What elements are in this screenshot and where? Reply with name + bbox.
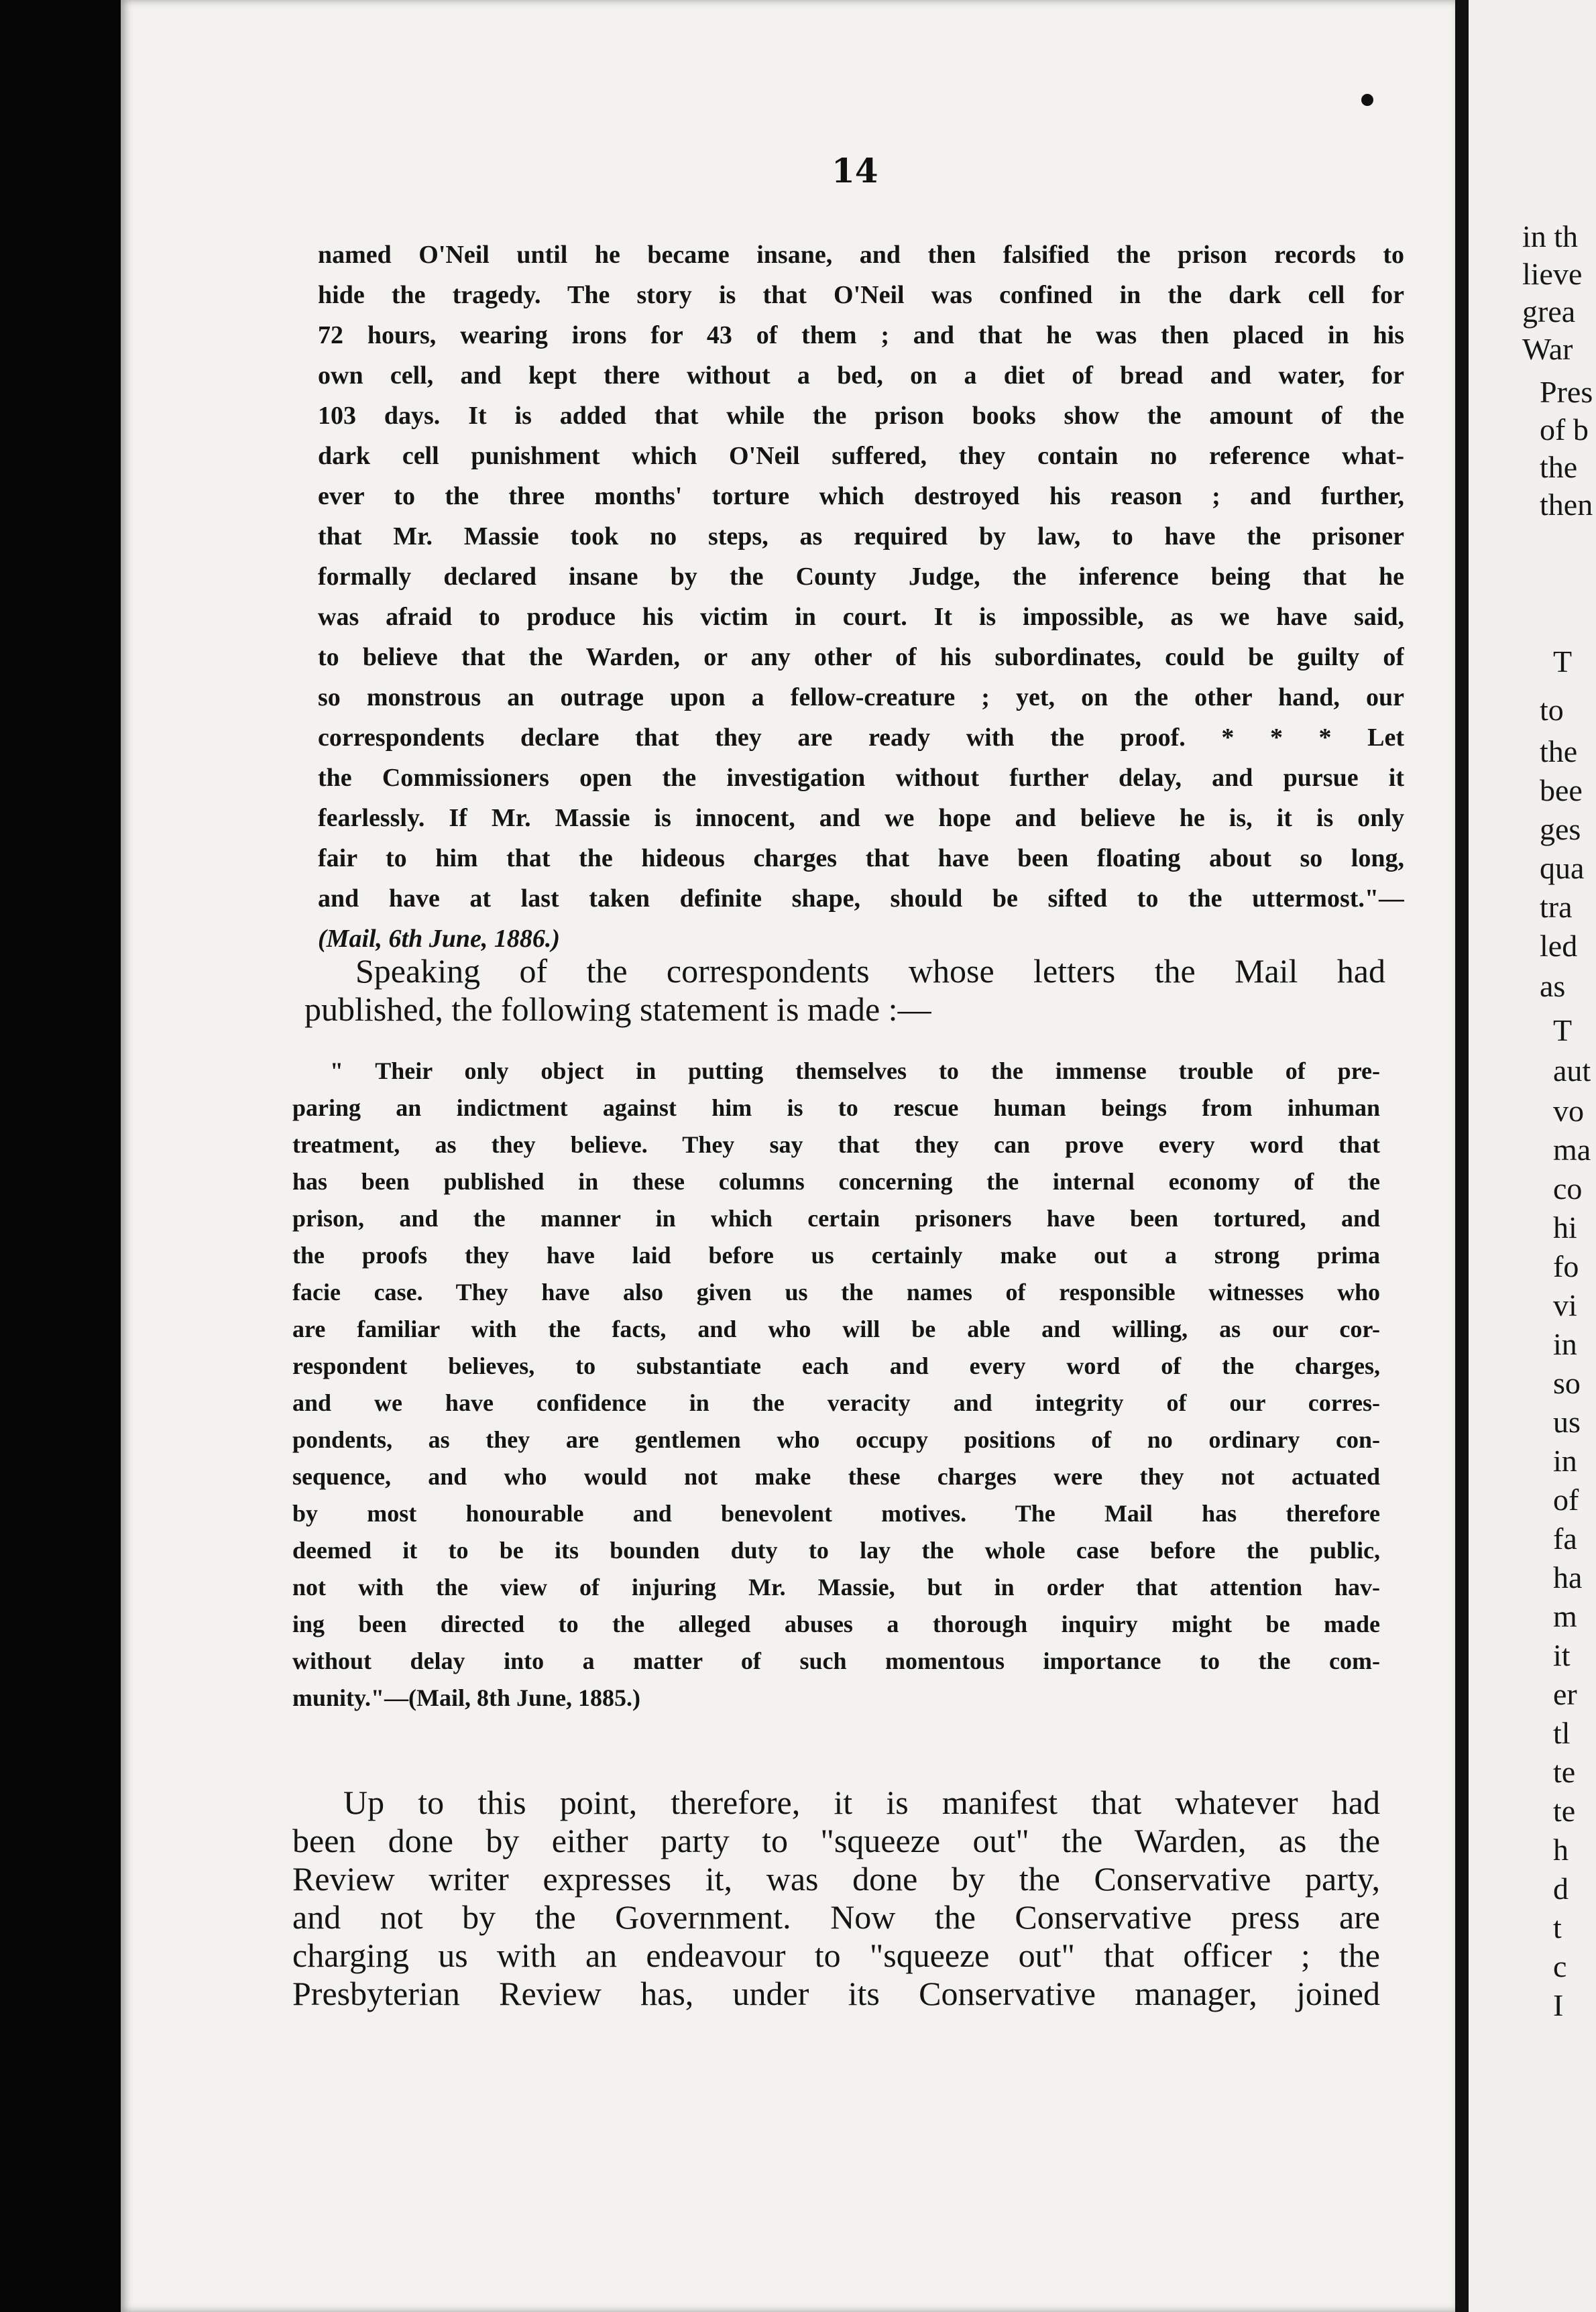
facing-page-fragment: in <box>1553 1327 1577 1361</box>
text-line: sequence, and who would not make these charges were they not actuated <box>292 1463 1380 1490</box>
facing-page-fragment: in <box>1553 1444 1577 1478</box>
text-line: Review writer expresses it, was done by the Conservative party, <box>292 1860 1380 1898</box>
facing-page-fragment: grea <box>1522 294 1576 329</box>
quoted-passage-mail-6th-june <box>318 235 1404 959</box>
facing-page-fragment: te <box>1553 1755 1576 1789</box>
text-line: 103 days. It is added that while the prison books show the amount of the <box>318 402 1404 430</box>
text-line: has been published in these columns concerning the internal economy of the <box>292 1168 1380 1195</box>
facing-page-fragment: it <box>1553 1638 1571 1672</box>
facing-page-fragment: us <box>1553 1405 1581 1439</box>
text-line: prison, and the manner in which certain prisoners have been tortured, and <box>292 1205 1380 1232</box>
book-gutter <box>1455 0 1469 2312</box>
facing-page-fragment: the <box>1540 734 1578 768</box>
text-line: 72 hours, wearing irons for 43 of them ; and that he was then placed in his <box>318 321 1404 349</box>
text-line: ing been directed to the alleged abuses a thorough inquiry might be made <box>292 1611 1380 1637</box>
text-line: respondent believes, to substantiate each and every word of the charges, <box>292 1352 1380 1379</box>
facing-page-fragment: te <box>1553 1794 1576 1828</box>
text-line: correspondents declare that they are ready with the proof. * * * Let <box>318 724 1404 752</box>
facing-page-fragment: vo <box>1553 1094 1584 1128</box>
text-line: not with the view of injuring Mr. Massie, but in order that attention hav- <box>292 1574 1380 1601</box>
text-line: so monstrous an outrage upon a fellow-creature ; yet, on the other hand, our <box>318 683 1404 711</box>
facing-page-fragment: of <box>1553 1483 1579 1517</box>
text-line: that Mr. Massie took no steps, as required by law, to have the prisoner <box>318 522 1404 551</box>
ink-dot <box>1361 94 1373 106</box>
text-line: Up to this point, therefore, it is manifest that whatever had <box>343 1784 1380 1821</box>
text-line: charging us with an endeavour to "squeeze out" that officer ; the <box>292 1937 1380 1974</box>
facing-page-fragment: fo <box>1553 1249 1579 1283</box>
text-line: to believe that the Warden, or any other of his subordinates, could be guilty of <box>318 643 1404 671</box>
facing-page-fragment: War <box>1522 332 1573 366</box>
text-line: been done by either party to "squeeze out" the Warden, as the <box>292 1822 1380 1859</box>
facing-page-fragment: h <box>1553 1833 1569 1867</box>
text-line: ever to the three months' torture which destroyed his reason ; and further, <box>318 482 1404 510</box>
text-line: the Commissioners open the investigation without further delay, and pursue it <box>318 764 1404 792</box>
text-line: Speaking of the correspondents whose letters the Mail had <box>355 952 1385 990</box>
facing-page-fragment: aut <box>1553 1053 1591 1088</box>
text-line: " Their only object in putting themselves to the immense trouble of pre- <box>330 1057 1380 1084</box>
facing-page-fragment: hi <box>1553 1210 1577 1245</box>
facing-page-fragment: ma <box>1553 1133 1591 1167</box>
scan-left-border <box>0 0 121 2312</box>
body-paragraph-up-to-this-point <box>292 1784 1380 2013</box>
facing-page-fragment: qua <box>1540 851 1585 885</box>
facing-page-fragment: as <box>1540 969 1566 1003</box>
text-line: was afraid to produce his victim in court. It is impossible, as we have said, <box>318 603 1404 631</box>
text-line: fair to him that the hideous charges that have been floating about so long, <box>318 844 1404 872</box>
facing-page-fragment: ha <box>1553 1560 1583 1595</box>
facing-page-fragment: bee <box>1540 773 1583 807</box>
facing-page-fragment: in th <box>1522 219 1579 253</box>
text-line: Presbyterian Review has, under its Conservative manager, joined <box>292 1975 1380 2012</box>
facing-page-fragment: then <box>1540 487 1593 522</box>
text-line: without delay into a matter of such momentous importance to the com- <box>292 1648 1380 1674</box>
text-line: named O'Neil until he became insane, and then falsified the prison records to <box>318 241 1404 269</box>
text-line: formally declared insane by the County Judge, the inference being that he <box>318 563 1404 591</box>
text-line: and have at last taken definite shape, should be sifted to the uttermost."— <box>318 884 1404 913</box>
facing-page-fragment: lieve <box>1522 257 1583 291</box>
citation-line: (Mail, 6th June, 1886.) <box>318 925 561 953</box>
facing-page-fragment: of b <box>1540 412 1589 447</box>
text-line: published, the following statement is made :— <box>304 990 931 1028</box>
facing-page-fragment: co <box>1553 1171 1583 1206</box>
facing-page-fragment: d <box>1553 1871 1569 1906</box>
text-line: facie case. They have also given us the names of responsible witnesses who <box>292 1279 1380 1306</box>
text-line: are familiar with the facts, and who will be able and willing, as our cor- <box>292 1316 1380 1342</box>
text-line: pondents, as they are gentlemen who occupy positions of no ordinary con- <box>292 1426 1380 1453</box>
facing-page-fragment: ges <box>1540 812 1581 846</box>
facing-page-fragment: T <box>1553 1013 1573 1047</box>
facing-page-fragment: m <box>1553 1599 1577 1633</box>
citation-line: munity."—(Mail, 8th June, 1885.) <box>292 1684 641 1711</box>
facing-page-fragment: T <box>1553 644 1573 679</box>
text-line: by most honourable and benevolent motives. The Mail has therefore <box>292 1500 1380 1527</box>
text-line: hide the tragedy. The story is that O'Neil was confined in the dark cell for <box>318 281 1404 309</box>
body-paragraph-speaking <box>304 952 1385 1029</box>
text-line: treatment, as they believe. They say that they can prove every word that <box>292 1131 1380 1158</box>
facing-page-fragment: the <box>1540 450 1578 484</box>
facing-page-fragment: fa <box>1553 1521 1577 1556</box>
facing-page-fragment: led <box>1540 929 1578 963</box>
facing-page-fragment: t <box>1553 1910 1562 1945</box>
text-line: fearlessly. If Mr. Massie is innocent, and we hope and believe he is, it is only <box>318 804 1404 832</box>
text-line: paring an indictment against him is to rescue human beings from inhuman <box>292 1094 1380 1121</box>
text-line: and not by the Government. Now the Conservative press are <box>292 1898 1380 1936</box>
quoted-passage-mail-8th-june <box>292 1053 1380 1717</box>
page-number: 14 <box>832 151 878 190</box>
facing-page-fragment: er <box>1553 1677 1577 1711</box>
facing-page-fragment: tl <box>1553 1716 1571 1750</box>
text-line: deemed it to be its bounden duty to lay the whole case before the public, <box>292 1537 1380 1564</box>
text-line: dark cell punishment which O'Neil suffered, they contain no reference what- <box>318 442 1404 470</box>
facing-page-fragment: so <box>1553 1366 1581 1400</box>
text-line: and we have confidence in the veracity and integrity of our corres- <box>292 1389 1380 1416</box>
text-line: the proofs they have laid before us certainly make out a strong prima <box>292 1242 1380 1269</box>
facing-page-fragment: c <box>1553 1949 1567 1983</box>
facing-page-fragment: Pres <box>1540 375 1593 409</box>
facing-page-fragment: to <box>1540 693 1564 727</box>
facing-page-fragment: vi <box>1553 1288 1577 1322</box>
text-line: own cell, and kept there without a bed, on a diet of bread and water, for <box>318 361 1404 390</box>
facing-page-fragment: I <box>1553 1988 1564 2022</box>
facing-page-fragment: tra <box>1540 890 1573 924</box>
